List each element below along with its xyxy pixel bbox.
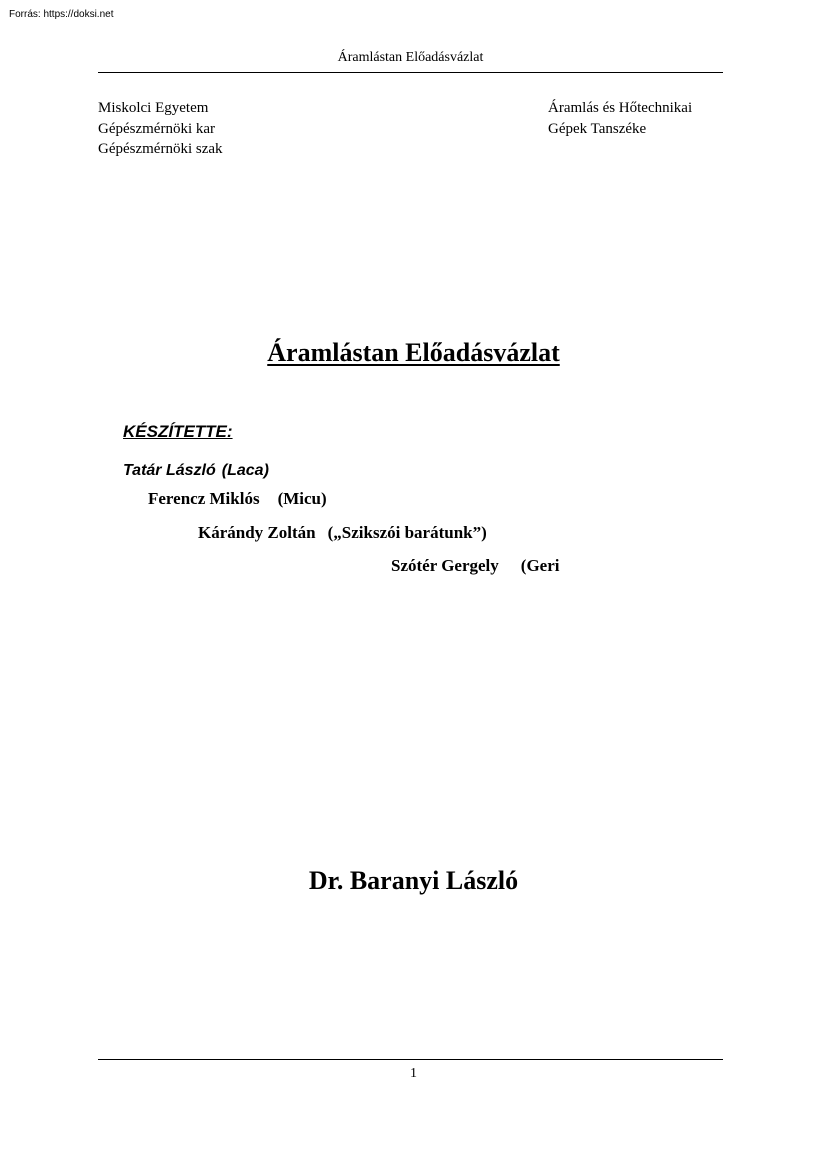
author-nickname: (Micu) [277, 489, 327, 508]
university-name: Miskolci Egyetem [98, 100, 209, 116]
author-nickname: (Laca) [221, 462, 269, 479]
institution-right [548, 98, 692, 139]
footer-rule [98, 1059, 723, 1060]
department-line-2: Gépek Tanszéke [548, 120, 647, 137]
prepared-by-label: KÉSZÍTETTE: [123, 422, 233, 441]
author-name: Tatár László [123, 462, 216, 479]
institution-left [98, 98, 223, 160]
document-title: Áramlástan Előadásvázlat [267, 338, 560, 367]
author-name: Kárándy Zoltán [198, 523, 316, 542]
author-name: Szótér Gergely [391, 556, 499, 575]
program-name: Gépészmérnöki szak [98, 141, 223, 157]
author-4 [391, 556, 559, 576]
running-header: Áramlástan Előadásvázlat [337, 50, 484, 65]
author-3 [198, 523, 487, 543]
faculty-name: Gépészmérnöki kar [98, 120, 216, 137]
source-label[interactable]: Forrás: https://doksi.net [9, 9, 114, 20]
page-number: 1 [410, 1066, 417, 1081]
department-line-1: Áramlás és Hőtechnikai [548, 100, 693, 116]
author-1 [123, 462, 269, 480]
author-nickname: (Geri [520, 556, 560, 575]
lecturer-name: Dr. Baranyi László [308, 866, 519, 895]
author-2 [148, 489, 327, 509]
header-rule [98, 72, 723, 73]
author-name: Ferencz Miklós [148, 489, 260, 508]
author-nickname: („Szikszói barátunk”) [327, 523, 487, 542]
